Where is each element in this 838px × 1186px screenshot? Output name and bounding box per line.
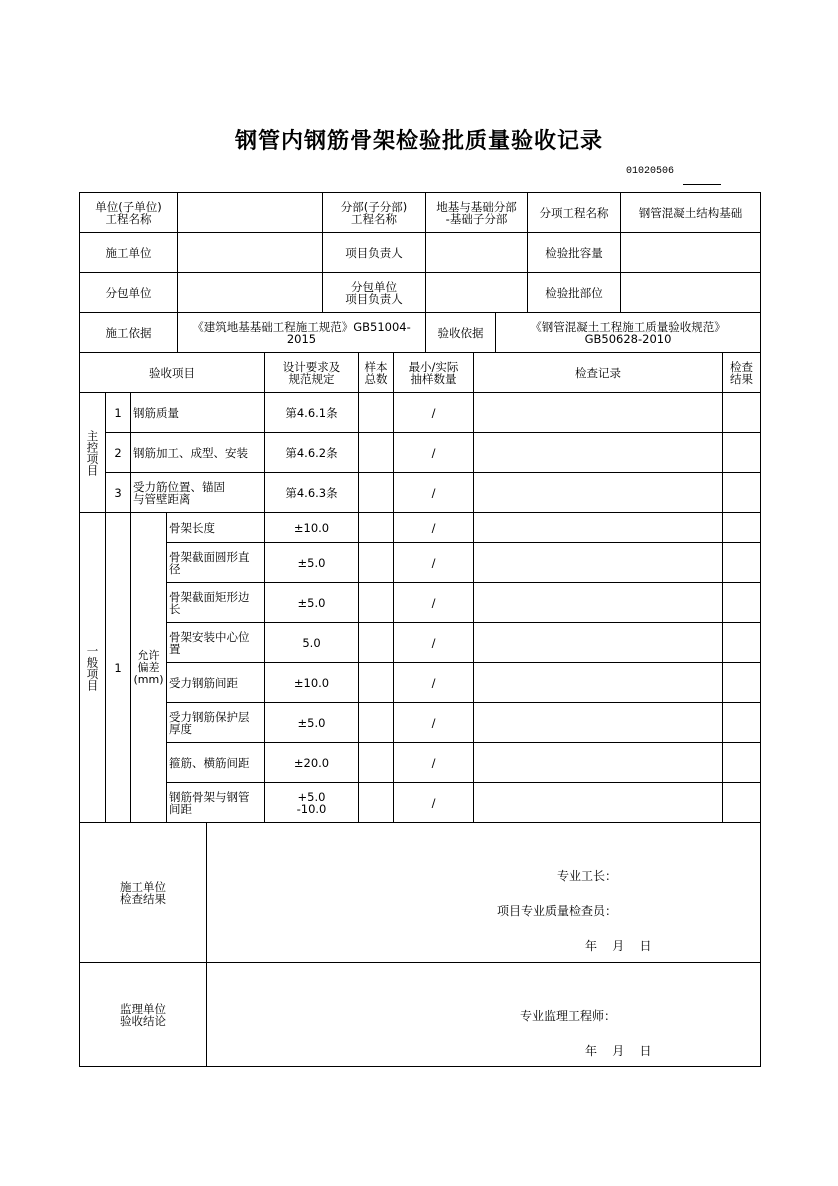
construction-basis-label: 施工依据 xyxy=(79,312,178,353)
main-item-record[interactable] xyxy=(473,392,723,433)
general-item-name: 骨架截面圆形直 径 xyxy=(166,542,265,583)
acceptance-basis-value: 《钢管混凝土工程施工质量验收规范》 GB50628-2010 xyxy=(495,312,761,353)
general-item-spec: ±5.0 xyxy=(264,582,359,623)
project-manager-field[interactable] xyxy=(425,232,528,273)
general-item-sample-total[interactable] xyxy=(358,702,394,743)
general-item-result[interactable] xyxy=(722,702,761,743)
general-item-result[interactable] xyxy=(722,662,761,703)
main-item-number: 1 xyxy=(105,392,131,433)
main-item-number: 3 xyxy=(105,472,131,513)
main-item-sample-count: / xyxy=(393,432,474,473)
general-item-record[interactable] xyxy=(473,742,723,783)
general-item-name: 骨架截面矩形边 长 xyxy=(166,582,265,623)
subcontractor-label: 分包单位 xyxy=(79,272,178,313)
unit-project-label: 单位(子单位) 工程名称 xyxy=(79,192,178,233)
contractor-field[interactable] xyxy=(177,232,323,273)
general-item-sample-total[interactable] xyxy=(358,622,394,663)
general-item-spec: ±10.0 xyxy=(264,512,359,543)
subitem-label: 分项工程名称 xyxy=(527,192,621,233)
main-item-result[interactable] xyxy=(722,392,761,433)
main-item-number: 2 xyxy=(105,432,131,473)
supervision-date-label: 年 月 日 xyxy=(585,1044,652,1058)
general-item-name: 受力钢筋保护层 厚度 xyxy=(166,702,265,743)
division-label: 分部(子分部) 工程名称 xyxy=(322,192,426,233)
subitem-field[interactable]: 钢管混凝土结构基础 xyxy=(620,192,761,233)
general-item-record[interactable] xyxy=(473,542,723,583)
general-item-spec: ±20.0 xyxy=(264,742,359,783)
general-item-result[interactable] xyxy=(722,512,761,543)
unit-project-field[interactable] xyxy=(177,192,323,233)
general-item-spec: ±5.0 xyxy=(264,542,359,583)
general-item-record[interactable] xyxy=(473,782,723,823)
main-item-name: 受力筋位置、锚固 与管壁距离 xyxy=(130,472,265,513)
general-item-name: 钢筋骨架与钢管 间距 xyxy=(166,782,265,823)
foreman-signature-label: 专业工长： xyxy=(557,869,618,883)
batch-capacity-label: 检验批容量 xyxy=(527,232,621,273)
general-item-result[interactable] xyxy=(722,542,761,583)
general-item-record[interactable] xyxy=(473,662,723,703)
main-item-result[interactable] xyxy=(722,432,761,473)
division-field[interactable]: 地基与基础分部 -基础子分部 xyxy=(425,192,528,233)
sub-project-manager-label: 分包单位 项目负责人 xyxy=(322,272,426,313)
general-item-result[interactable] xyxy=(722,582,761,623)
construction-basis-value: 《建筑地基基础工程施工规范》GB51004-2015 xyxy=(177,312,426,353)
general-item-result[interactable] xyxy=(722,782,761,823)
header-design: 设计要求及 规范规定 xyxy=(264,352,359,393)
general-item-sample-count: / xyxy=(393,742,474,783)
general-item-name: 骨架长度 xyxy=(166,512,265,543)
header-sample-total: 样本 总数 xyxy=(358,352,394,393)
inspection-date-label: 年 月 日 xyxy=(585,939,652,953)
contractor-label: 施工单位 xyxy=(79,232,178,273)
page-title: 钢管内钢筋骨架检验批质量验收记录 xyxy=(234,128,603,154)
general-item-sample-total[interactable] xyxy=(358,782,394,823)
main-item-sample-count: / xyxy=(393,392,474,433)
batch-capacity-field[interactable] xyxy=(620,232,761,273)
header-min-actual: 最小/实际 抽样数量 xyxy=(393,352,474,393)
general-item-sample-count: / xyxy=(393,702,474,743)
supervision-conclusion-field[interactable] xyxy=(206,962,761,1067)
general-item-result[interactable] xyxy=(722,622,761,663)
main-item-spec: 第4.6.1条 xyxy=(264,392,359,433)
general-item-sample-total[interactable] xyxy=(358,662,394,703)
general-item-sample-total[interactable] xyxy=(358,542,394,583)
general-item-name: 受力钢筋间距 xyxy=(166,662,265,703)
inspection-result-field[interactable] xyxy=(206,822,761,963)
general-item-name: 箍筋、横筋间距 xyxy=(166,742,265,783)
general-item-sample-count: / xyxy=(393,582,474,623)
general-item-sample-count: / xyxy=(393,662,474,703)
main-item-sample-total[interactable] xyxy=(358,392,394,433)
general-item-spec: 5.0 xyxy=(264,622,359,663)
main-item-sample-count: / xyxy=(393,472,474,513)
general-item-record[interactable] xyxy=(473,512,723,543)
main-item-result[interactable] xyxy=(722,472,761,513)
general-items-label: 一般项目 xyxy=(79,512,106,823)
code-underline xyxy=(683,184,721,185)
general-item-spec: ±10.0 xyxy=(264,662,359,703)
main-item-record[interactable] xyxy=(473,432,723,473)
form-code: 01020506 xyxy=(626,166,675,177)
general-item-sample-count: / xyxy=(393,622,474,663)
header-record: 检查记录 xyxy=(473,352,723,393)
project-manager-label: 项目负责人 xyxy=(322,232,426,273)
tolerance-group-label: 允许 偏差 (mm) xyxy=(130,512,167,823)
general-item-sample-total[interactable] xyxy=(358,582,394,623)
general-item-record[interactable] xyxy=(473,702,723,743)
main-item-name: 钢筋质量 xyxy=(130,392,265,433)
main-control-label: 主控项目 xyxy=(79,392,106,513)
batch-location-label: 检验批部位 xyxy=(527,272,621,313)
quality-inspector-signature-label: 项目专业质量检查员： xyxy=(497,904,618,918)
general-item-sample-count: / xyxy=(393,542,474,583)
general-item-sample-count: / xyxy=(393,782,474,823)
header-result: 检查 结果 xyxy=(722,352,761,393)
sub-project-manager-field[interactable] xyxy=(425,272,528,313)
general-item-sample-total[interactable] xyxy=(358,742,394,783)
subcontractor-field[interactable] xyxy=(177,272,323,313)
main-item-sample-total[interactable] xyxy=(358,472,394,513)
supervision-conclusion-label: 监理单位 验收结论 xyxy=(79,962,207,1067)
inspection-result-label: 施工单位 检查结果 xyxy=(79,822,207,963)
general-item-number: 1 xyxy=(105,512,131,823)
general-item-sample-count: / xyxy=(393,512,474,543)
general-item-sample-total[interactable] xyxy=(358,512,394,543)
general-item-spec: ±5.0 xyxy=(264,702,359,743)
general-item-result[interactable] xyxy=(722,742,761,783)
general-item-spec: +5.0 -10.0 xyxy=(264,782,359,823)
acceptance-basis-label: 验收依据 xyxy=(425,312,496,353)
general-item-record[interactable] xyxy=(473,622,723,663)
main-item-record[interactable] xyxy=(473,472,723,513)
main-item-name: 钢筋加工、成型、安装 xyxy=(130,432,265,473)
header-item: 验收项目 xyxy=(79,352,265,393)
main-item-spec: 第4.6.3条 xyxy=(264,472,359,513)
supervision-engineer-signature-label: 专业监理工程师： xyxy=(520,1009,617,1023)
main-item-spec: 第4.6.2条 xyxy=(264,432,359,473)
general-item-record[interactable] xyxy=(473,582,723,623)
main-item-sample-total[interactable] xyxy=(358,432,394,473)
batch-location-field[interactable] xyxy=(620,272,761,313)
general-item-name: 骨架安装中心位 置 xyxy=(166,622,265,663)
